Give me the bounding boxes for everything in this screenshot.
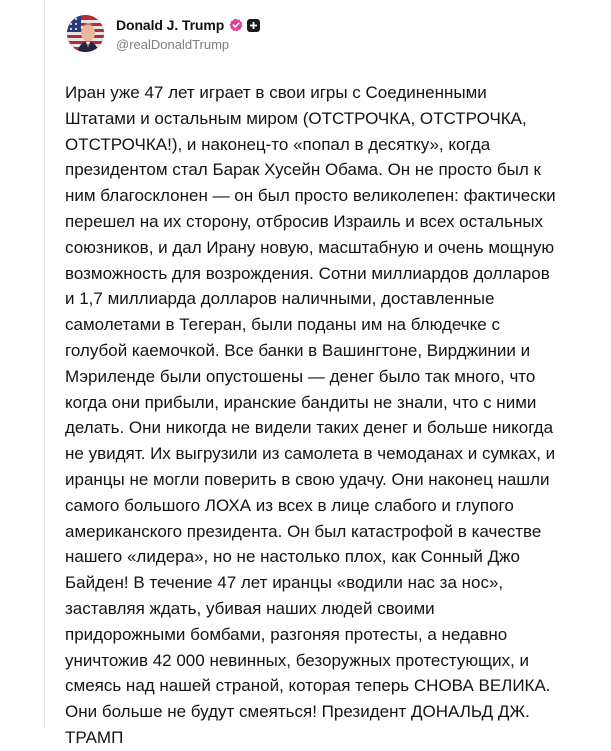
post-header — [67, 15, 260, 52]
post-body-text: Иран уже 47 лет играет в свои игры с Соединенными Штатами и остальным миром (ОТСТРОЧКА, ОТСТРОЧКА, ОТСТРОЧКА!), и наконец-то «попал в десятку», когда президентом стал Барак Хусейн Обама. Он не просто был к ним благосклонен — он был просто великолепен: фактически перешел на их сторону, отбросив Израиль и всех остальных союзников, и дал Ирану новую, масштабную и очень мощную возможность для возрождения. Сотни миллиардов долларов и 1,7 миллиарда долларов наличными, доставленные самолетами в Тегеран, были поданы им на блюдечке с голубой каемочкой. Все банки в Вашингтоне, Вирджинии и Мэриленде были опустошены — денег было так много, что когда они прибыли, иранские бандиты не знали, что с ними делать. Они никогда не видели таких денег и больше никогда не увидят. Их выгрузили из самолета в чемоданах и сумках, и иранцы не могли поверить в свою удачу. Они наконец нашли самого большого ЛОХА из всех в лице слабого и глупого американского президента. Он был катастрофой в качестве нашего «лидера», но не настолько плох, как Сонный Джо Байден! В течение 47 лет иранцы «водили нас за нос», заставляя ждать, убивая наших людей своими придорожными бомбами, разгоняя протесты, а недавно уничтожив 42 000 невинных, безоружных протестующих, и смеясь над нашей страной, которая теперь СНОВА ВЕЛИКА. Они больше не будут смеяться! Президент ДОНАЛЬД ДЖ. ТРАМП — [65, 83, 556, 747]
post-card — [44, 0, 611, 747]
avatar[interactable] — [67, 15, 104, 52]
verified-badge-icon — [229, 18, 243, 32]
author-handle[interactable]: @realDonaldTrump — [116, 37, 230, 52]
profile-photo-flag-icon — [67, 15, 104, 52]
author-info — [116, 15, 260, 52]
plus-square-icon — [247, 19, 260, 32]
author-display-name[interactable]: Donald J. Trump — [116, 17, 225, 33]
author-name-row — [116, 15, 260, 35]
